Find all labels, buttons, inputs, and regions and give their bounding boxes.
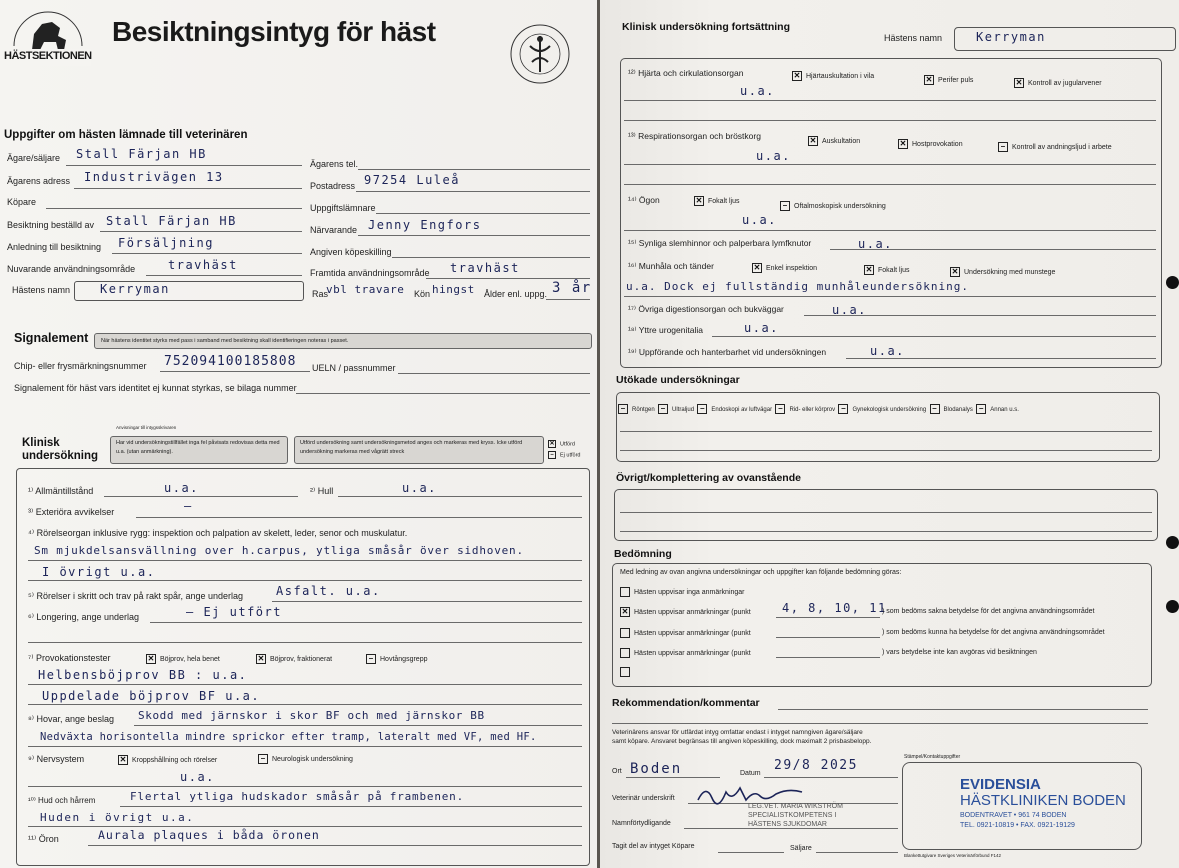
hastsektionen-logo: [4, 6, 92, 68]
behaviour-value[interactable]: u.a.: [870, 344, 905, 358]
vet-name-3: HÄSTENS SJUKDOMAR: [748, 821, 827, 828]
liability-text-1: Veterinärens ansvar för utfärdat intyg omfattar endast i intyget namngiven ägare/säljare: [612, 729, 863, 736]
provocation-label: ⁷⁾ Provokationstester: [28, 653, 111, 663]
age-label: Ålder enl. uppg.: [484, 289, 548, 299]
provocation-value-1[interactable]: Helbensböjprov BB : u.a.: [38, 668, 248, 682]
signature-label: Veterinär underskrift: [612, 795, 675, 802]
heart-option-2[interactable]: ✕ Perifer puls: [925, 75, 974, 84]
resp-option-3[interactable]: – Kontroll av andningsljud i arbete: [998, 142, 1112, 152]
nervous-label: ⁹⁾ Nervsystem: [28, 754, 85, 764]
current-use-value[interactable]: travhäst: [168, 258, 238, 272]
owner-phone-label: Ägarens tel.: [310, 159, 359, 169]
prov-option-3[interactable]: – Hovtångsgrepp: [366, 654, 427, 664]
current-use-label: Nuvarande användningsområde: [7, 264, 136, 274]
date-label: Datum: [740, 770, 761, 777]
digest-label: ¹⁷⁾ Övriga digestionsorgan och bukväggar: [628, 304, 784, 314]
horse-name-value-2[interactable]: Kerryman: [976, 30, 1046, 44]
dash-box-icon: –: [930, 404, 940, 414]
nerv-option-2[interactable]: – Neurologisk undersökning: [258, 754, 353, 764]
price-label: Angiven köpeskilling: [310, 247, 392, 257]
exterior-label: ³⁾ Exteriöra avvikelser: [28, 507, 115, 517]
assess-2-post: ) som bedöms sakna betydelse för det angivna användningsområdet: [882, 608, 1095, 615]
extended-title: Utökade undersökningar: [616, 374, 740, 386]
sex-label: Kön: [414, 289, 431, 299]
nerv-option-1[interactable]: ✕ Kroppshållning och rörelser: [119, 755, 218, 764]
horse-name-label-2: Hästens namn: [884, 33, 943, 43]
hooves-value-1[interactable]: Skodd med järnskor i skor BF och med järnskor BB: [138, 709, 485, 722]
stamp-address: BODENTRAVET • 961 74 BODEN: [960, 812, 1067, 819]
ext-opt-ultraljud[interactable]: – Ultraljud: [658, 407, 694, 413]
clinical-title-2: undersökning: [22, 450, 99, 462]
instructions-title: Anvisningar till intygsskrivaren: [116, 425, 177, 430]
movement-value[interactable]: Asfalt. u.a.: [276, 584, 381, 598]
date-value[interactable]: 29/8 2025: [774, 758, 858, 773]
page-title: Besiktningsintyg för häst: [112, 16, 436, 47]
assessment-intro: Med ledning av ovan angivna undersökningar och uppgifter kan följande bedömning göras:: [620, 569, 902, 576]
movement-label: ⁵⁾ Rörelser i skritt och trav på rakt spår, ange underlag: [28, 591, 244, 601]
buyer-label: Köpare: [7, 197, 37, 207]
heart-option-1[interactable]: ✕ Hjärtauskultation i vila: [793, 71, 875, 80]
checkbox-icon: [620, 648, 630, 658]
dash-box-icon: –: [775, 404, 785, 414]
assessment-box: [612, 563, 1152, 687]
assess-option-5[interactable]: [620, 667, 634, 677]
stamp-tel: TEL. 0921-10819 • FAX. 0921-19129: [960, 822, 1075, 829]
nervous-value[interactable]: u.a.: [180, 770, 215, 784]
stamp-label: Stämpel/Kontaktuppgifter: [904, 754, 961, 760]
punch-hole: [1166, 276, 1179, 289]
eyes-label: ¹⁴⁾ Ögon: [628, 195, 660, 205]
checked-box-icon: ✕: [119, 755, 127, 764]
owner-section-title: Uppgifter om hästen lämnade till veterinären: [4, 129, 248, 141]
ext-options: [618, 404, 1019, 414]
checked-box-icon: ✕: [1015, 78, 1023, 87]
locomotor-value-2[interactable]: I övrigt u.a.: [42, 565, 156, 579]
checked-box-icon: ✕: [549, 441, 555, 447]
general-value[interactable]: u.a.: [164, 481, 199, 495]
checked-box-icon: ✕: [809, 136, 817, 145]
reason-label: Anledning till besiktning: [7, 242, 102, 252]
stamp-title: EVIDENSIA: [960, 776, 1041, 793]
uro-value[interactable]: u.a.: [744, 321, 779, 335]
reason-value[interactable]: Försäljning: [118, 236, 214, 250]
checkbox-icon: [620, 628, 630, 638]
condition-value[interactable]: u.a.: [402, 481, 437, 495]
place-label: Ort: [612, 768, 622, 775]
vet-name-2: SPECIALISTKOMPETENS I: [748, 812, 837, 819]
checked-box-icon: ✕: [899, 139, 907, 148]
checked-box-icon: ✕: [695, 196, 703, 205]
prov-option-1[interactable]: ✕ Böjprov, hela benet: [147, 654, 220, 663]
checked-box-icon: ✕: [793, 71, 801, 80]
assess-option-3[interactable]: Hästen uppvisar anmärkningar (punkt: [620, 628, 751, 638]
future-use-label: Framtida användningsområde: [310, 268, 430, 278]
checked-box-icon: ✕: [257, 654, 265, 663]
eyes-option-1[interactable]: ✕ Fokalt ljus: [695, 196, 740, 205]
assessment-title: Bedömning: [614, 548, 672, 560]
owner-address-label: Ägarens adress: [7, 176, 71, 186]
logo-text: HÄSTSEKTIONEN: [4, 50, 92, 62]
locomotor-label: ⁴⁾ Rörelseorgan inklusive rygg: inspektion och palpation av skelett, leder, senor och muskulatur.: [28, 528, 408, 538]
mouth-option-3[interactable]: ✕ Undersökning med munstege: [951, 267, 1056, 276]
clinical-title-1: Klinisk: [22, 437, 60, 449]
assess-option-4[interactable]: Hästen uppvisar anmärkningar (punkt: [620, 648, 751, 658]
ext-opt-endoskopi[interactable]: – Endoskopi av luftvägar: [697, 407, 772, 413]
signalement-title: Signalement: [14, 331, 89, 345]
present-label: Närvarande: [310, 225, 358, 235]
owner-address-value[interactable]: Industrivägen 13: [84, 170, 224, 184]
right-page: [600, 0, 1179, 868]
dash-box-icon: –: [838, 404, 848, 414]
chip-label: Chip- eller frysmärkningsnummer: [14, 361, 147, 371]
heart-option-3[interactable]: ✕ Kontroll av jugularvener: [1015, 78, 1102, 87]
dash-box-icon: –: [976, 404, 986, 414]
checked-box-icon: ✕: [147, 654, 155, 663]
recommendation-title: Rekommendation/kommentar: [612, 697, 760, 709]
instructions-note-2: Utförd undersökning samt undersökningsmetod anges och markeras med kryss. Icke utförd undersökning markeras med vågrätt streck: [294, 436, 544, 464]
dash-box-icon: –: [998, 142, 1008, 152]
name-clarification-label: Namnförtydligande: [612, 820, 671, 827]
dash-box-icon: –: [780, 201, 790, 211]
checked-box-icon: ✕: [865, 265, 873, 274]
breed-label: Ras: [312, 289, 329, 299]
dash-box-icon: –: [697, 404, 707, 414]
checkbox-icon: [620, 667, 630, 677]
signalement-desc-label: Signalement för häst vars identitet ej kunnat styrkas, se bilaga nummer: [14, 383, 297, 393]
dash-box-icon: –: [658, 404, 668, 414]
buyer-ack-label: Tagit del av intyget Köpare: [612, 843, 695, 850]
seller-ack-label: Säljare: [790, 845, 812, 852]
informant-label: Uppgiftslämnare: [310, 203, 376, 213]
dash-box-icon: –: [548, 451, 556, 459]
eyes-option-2[interactable]: – Oftalmoskopisk undersökning: [780, 201, 886, 211]
digest-value[interactable]: u.a.: [832, 303, 867, 317]
stamp-subtitle: HÄSTKLINIKEN BODEN: [960, 792, 1126, 809]
mouth-value[interactable]: u.a. Dock ej fullständig munhåleundersökning.: [626, 280, 970, 293]
ext-opt-annan[interactable]: – Annan u.s.: [976, 407, 1019, 413]
postal-label: Postadress: [310, 181, 356, 191]
behaviour-label: ¹⁹⁾ Uppförande och hanterbarhet vid undersökningen: [628, 347, 827, 357]
ext-opt-gyn[interactable]: – Gynekologisk undersökning: [838, 407, 926, 413]
checked-box-icon: ✕: [621, 607, 629, 616]
horse-name-label: Hästens namn: [12, 285, 71, 295]
seller-value[interactable]: Stall Färjan HB: [76, 147, 207, 161]
locomotor-value-1[interactable]: Sm mjukdelsansvällning over h.carpus, ytliga småsår över sidhoven.: [34, 544, 524, 557]
dash-box-icon: –: [258, 754, 268, 764]
lunging-value[interactable]: — Ej utfört: [186, 605, 282, 619]
uro-label: ¹⁸⁾ Yttre urogenitalia: [628, 325, 703, 335]
resp-value[interactable]: u.a.: [756, 149, 791, 163]
instructions-note-1: Har vid undersökningstillfället inga fel påvisats redovisas detta med u.a. (utan anmärkning).: [110, 436, 288, 464]
legend-not-done: – Ej utförd: [548, 451, 580, 459]
breed-value[interactable]: vbl travare: [326, 283, 405, 296]
ears-label: ¹¹⁾ Öron: [28, 834, 59, 844]
vet-name-1: LEG.VET. MARIA WIKSTRÖM: [748, 803, 843, 810]
age-value[interactable]: 3 år: [552, 280, 592, 296]
checked-box-icon: ✕: [925, 75, 933, 84]
place-value[interactable]: Boden: [630, 761, 683, 777]
continuation-title: Klinisk undersökning fortsättning: [622, 21, 791, 33]
skin-label: ¹⁰⁾ Hud och hårrem: [28, 796, 96, 805]
heart-label: ¹²⁾ Hjärta och cirkulationsorgan: [628, 68, 744, 78]
hooves-label: ⁸⁾ Hovar, ange beslag: [28, 714, 115, 724]
condition-label: ²⁾ Hull: [310, 486, 334, 496]
ordered-by-label: Besiktning beställd av: [7, 220, 95, 230]
assess-3-post: ) som bedöms kunna ha betydelse för det angivna användningsområdet: [882, 629, 1105, 636]
legend-done: ✕ Utförd: [549, 441, 575, 448]
sex-value[interactable]: hingst: [432, 283, 475, 296]
postal-value[interactable]: 97254 Luleå: [364, 173, 460, 187]
continuation-box: [620, 58, 1162, 368]
mucous-label: ¹⁵⁾ Synliga slemhinnor och palperbara lymfknutor: [628, 238, 812, 248]
assess-4-post: ) vars betydelse inte kan avgöras vid besiktningen: [882, 649, 1037, 656]
ears-value[interactable]: Aurala plaques i båda öronen: [98, 828, 320, 842]
chip-value[interactable]: 752094100185808: [164, 354, 297, 369]
ext-opt-ridprov[interactable]: – Rid- eller körprov: [775, 407, 835, 413]
checked-box-icon: ✕: [753, 263, 761, 272]
mouth-option-2[interactable]: ✕ Fokalt ljus: [865, 265, 910, 274]
dash-box-icon: –: [366, 654, 376, 664]
dash-box-icon: –: [618, 404, 628, 414]
ext-opt-rontgen[interactable]: – Röntgen: [618, 407, 655, 413]
horse-name-value[interactable]: Kerryman: [100, 282, 170, 296]
vet-seal-icon: [508, 22, 572, 86]
resp-option-2[interactable]: ✕ Hostprovokation: [899, 139, 963, 148]
mouth-label: ¹⁶⁾ Munhåla och tänder: [628, 261, 714, 271]
skin-value-2[interactable]: Huden i övrigt u.a.: [40, 811, 195, 824]
ext-opt-blod[interactable]: – Blodanalys: [930, 407, 973, 413]
signalement-note: När hästens identitet styrks med pass i samband med besiktning skall identifieringen noteras i passet.: [94, 333, 592, 349]
liability-text-2: samt köpare. Ansvaret begränsas till angiven köpeskilling, dock maximalt 2 prisbasbelopp.: [612, 738, 872, 745]
ueln-label: UELN / passnummer: [312, 363, 396, 373]
heart-value[interactable]: u.a.: [740, 84, 775, 98]
assess-option-1[interactable]: Hästen uppvisar inga anmärkningar: [620, 587, 745, 597]
ordered-by-value[interactable]: Stall Färjan HB: [106, 214, 237, 228]
other-title: Övrigt/komplettering av ovanstående: [616, 472, 801, 484]
general-label: ¹⁾ Allmäntillstånd: [28, 486, 94, 496]
prov-option-2[interactable]: ✕ Böjprov, fraktionerat: [257, 654, 333, 663]
hooves-value-2[interactable]: Nedväxta horisontella mindre sprickor efter tramp, lateralt med VF, med HF.: [40, 731, 537, 743]
resp-label: ¹³⁾ Respirationsorgan och bröstkorg: [628, 131, 761, 141]
assess-option-2[interactable]: ✕ Hästen uppvisar anmärkningar (punkt: [621, 607, 751, 616]
other-box[interactable]: [614, 489, 1158, 541]
checkbox-icon: [620, 587, 630, 597]
lunging-label: ⁶⁾ Longering, ange underlag: [28, 612, 140, 622]
mucous-value[interactable]: u.a.: [858, 237, 893, 251]
eyes-value[interactable]: u.a.: [742, 213, 777, 227]
future-use-value[interactable]: travhäst: [450, 261, 520, 275]
mouth-option-1[interactable]: ✕ Enkel inspektion: [753, 263, 817, 272]
footer-publisher: Blankettutgivare Sveriges Veterinärförbund F142: [904, 853, 1002, 858]
punch-hole: [1166, 536, 1179, 549]
skin-value-1[interactable]: Flertal ytliga hudskador småsår på frambenen.: [130, 790, 465, 803]
exterior-value[interactable]: —: [184, 499, 193, 513]
provocation-value-2[interactable]: Uppdelade böjprov BF u.a.: [42, 689, 261, 703]
resp-option-1[interactable]: ✕ Auskultation: [809, 136, 861, 145]
seller-label: Ägare/säljare: [7, 153, 61, 163]
extended-box: [616, 392, 1160, 462]
present-value[interactable]: Jenny Engfors: [368, 218, 482, 232]
punch-hole: [1166, 600, 1179, 613]
assess-2-value[interactable]: 4, 8, 10, 11: [782, 601, 887, 615]
checked-box-icon: ✕: [951, 267, 959, 276]
